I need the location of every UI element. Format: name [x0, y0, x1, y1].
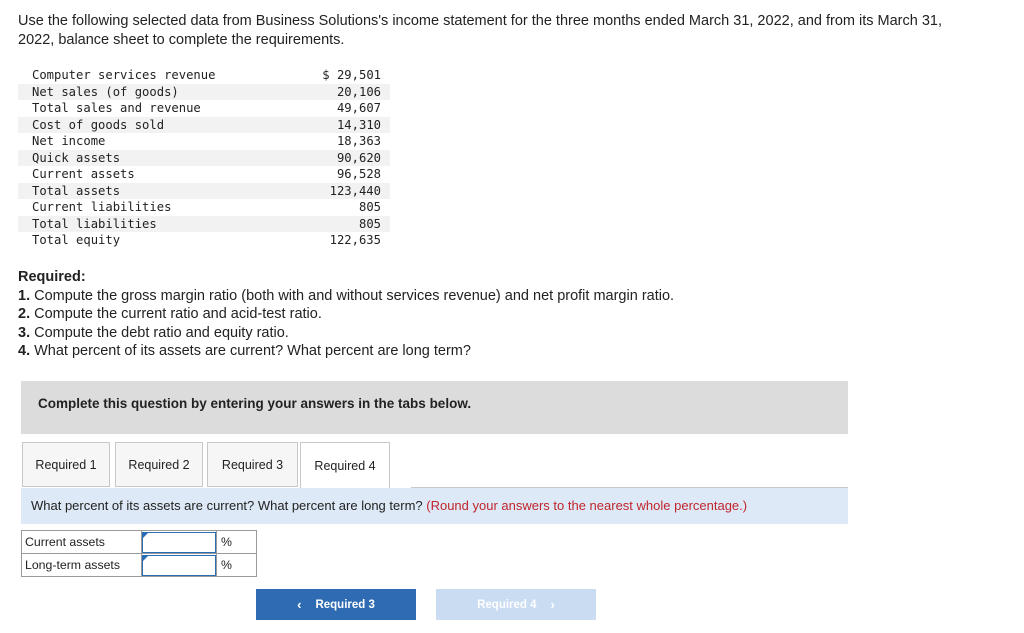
question-text: What percent of its assets are current? What percent are long term?: [31, 498, 427, 513]
table-row: [18, 216, 390, 233]
input-flag-icon: [143, 555, 149, 561]
current-assets-percent-input[interactable]: [142, 532, 216, 553]
answer-label: Current assets: [22, 531, 142, 554]
row-value: 805: [276, 216, 390, 233]
tab-required-3[interactable]: Required 3: [207, 442, 298, 487]
row-label: Total liabilities: [18, 216, 276, 233]
requirement-item: [18, 324, 674, 343]
table-row: [18, 199, 390, 216]
row-value: $ 29,501: [322, 68, 381, 82]
table-row: [18, 117, 390, 134]
question-bar: [21, 488, 848, 524]
row-value: 96,528: [336, 167, 381, 181]
tab-required-2[interactable]: Required 2: [115, 442, 203, 487]
next-tab-button[interactable]: [436, 589, 596, 620]
requirement-number: 2.: [18, 306, 31, 322]
row-label: Net income: [32, 134, 106, 148]
requirement-number: 1.: [18, 287, 31, 304]
percent-unit: %: [217, 531, 257, 554]
table-row: [18, 84, 390, 101]
next-tab-label: Required 4: [477, 598, 537, 611]
answer-table: [21, 530, 257, 577]
intro-text: Use the following selected data from Business Solutions's income statement for the three months ended March 31, 2022, and from its March 31, 2022, balance sheet to complete the requirements.: [18, 13, 942, 48]
table-row: [18, 232, 390, 249]
requirement-text: Compute the current ratio and acid-test ratio.: [30, 306, 322, 322]
row-label: Net sales (of goods): [18, 84, 276, 101]
previous-tab-button[interactable]: [256, 589, 416, 620]
requirement-item: [18, 342, 674, 361]
row-value: 805: [358, 200, 381, 214]
table-row: [18, 150, 390, 167]
tab-required-1[interactable]: Required 1: [22, 442, 110, 487]
instruction-banner: [21, 381, 848, 434]
requirement-text: Compute the debt ratio and equity ratio.: [30, 324, 289, 341]
rounding-hint: (Round your answers to the nearest whole percentage.): [426, 498, 748, 513]
requirement-number: 3.: [18, 324, 31, 341]
requirements-list: [18, 268, 674, 361]
table-row: [18, 67, 390, 84]
row-value: 14,310: [276, 117, 390, 134]
row-label: Current liabilities: [32, 200, 172, 214]
requirement-text: What percent of its assets are current? What percent are long term?: [30, 343, 471, 359]
requirement-tabs: [22, 442, 848, 488]
table-row: [18, 100, 390, 117]
row-value: 20,106: [276, 84, 390, 101]
financial-data-table: [18, 67, 390, 249]
answer-row: [22, 554, 257, 577]
row-label: Computer services revenue: [32, 68, 216, 82]
tab-required-4[interactable]: Required 4: [300, 442, 390, 488]
requirement-item: [18, 287, 674, 306]
requirements-heading: Required:: [18, 269, 86, 285]
percent-unit: %: [217, 554, 257, 577]
answer-label: Long-term assets: [22, 554, 142, 577]
row-value: 122,635: [329, 233, 381, 247]
row-value: 18,363: [336, 134, 381, 148]
long-term-assets-percent-input[interactable]: [142, 555, 216, 576]
chevron-right-icon: ›: [550, 597, 555, 612]
previous-tab-label: Required 3: [315, 598, 375, 611]
banner-text: Complete this question by entering your answers in the tabs below.: [38, 396, 472, 411]
requirement-number: 4.: [18, 343, 31, 359]
requirement-text: Compute the gross margin ratio (both with and without services revenue) and net profit margin ratio.: [30, 287, 675, 304]
row-label: Cost of goods sold: [18, 117, 276, 134]
row-value: 90,620: [276, 150, 390, 167]
row-value: 49,607: [336, 101, 381, 115]
table-row: [18, 133, 390, 150]
chevron-left-icon: ‹: [297, 597, 302, 612]
table-row: [18, 166, 390, 183]
input-flag-icon: [143, 532, 149, 538]
row-label: Total assets: [18, 183, 276, 200]
row-label: Quick assets: [18, 150, 276, 167]
table-row: [18, 183, 390, 200]
row-label: Total equity: [32, 233, 121, 247]
requirement-item: [18, 305, 674, 324]
row-value: 123,440: [276, 183, 390, 200]
answer-cell: [142, 554, 217, 577]
answer-row: [22, 531, 257, 554]
row-label: Current assets: [32, 167, 135, 181]
row-label: Total sales and revenue: [32, 101, 201, 115]
answer-cell: [142, 531, 217, 554]
